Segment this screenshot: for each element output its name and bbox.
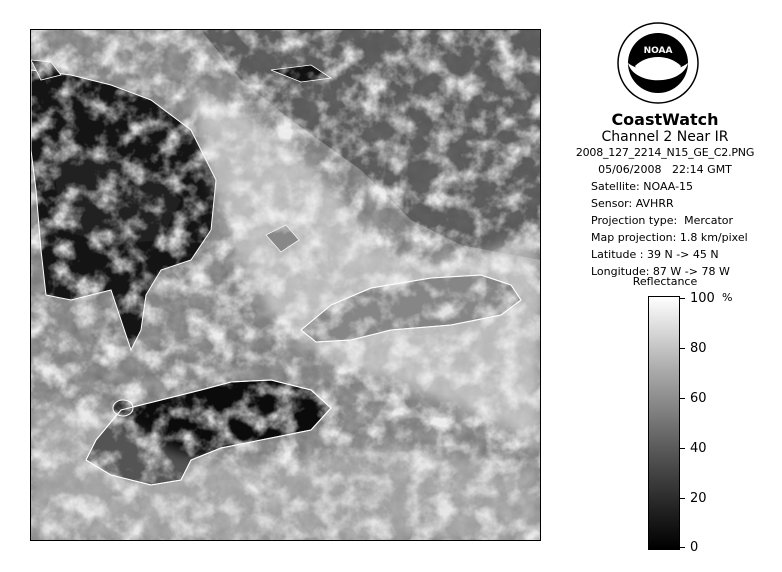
tick-mark <box>680 398 685 399</box>
noaa-logo <box>617 22 699 104</box>
tick-label-60: 60 <box>690 391 707 406</box>
tick-mark <box>680 448 685 449</box>
tick-mark <box>680 348 685 349</box>
tick-mark <box>680 547 685 548</box>
tick-mark <box>680 298 685 299</box>
tick-label-40: 40 <box>690 441 707 456</box>
satellite-label: Satellite: NOAA-15 <box>591 180 694 193</box>
datetime-label: 05/06/2008 22:14 GMT <box>598 163 732 176</box>
map-projection-label: Map projection: 1.8 km/pixel <box>591 231 748 244</box>
channel-label: Channel 2 Near IR <box>601 129 729 145</box>
reflectance-colorbar <box>648 296 680 550</box>
longitude-label: Longitude: 87 W -> 78 W <box>591 265 730 278</box>
tick-label-100: 100 <box>690 291 715 306</box>
projection-type-label: Projection type: Mercator <box>591 214 734 227</box>
tick-label-20: 20 <box>690 491 707 506</box>
legend-title: Reflectance <box>632 275 698 288</box>
latitude-label: Latitude : 39 N -> 45 N <box>591 248 719 261</box>
tick-label-0: 0 <box>690 540 699 555</box>
tick-mark <box>680 498 685 499</box>
tick-label-80: 80 <box>690 341 707 356</box>
app-title: CoastWatch <box>611 110 719 129</box>
filename-label: 2008_127_2214_N15_GE_C2.PNG <box>575 146 755 159</box>
svg-text:NOAA: NOAA <box>643 46 673 56</box>
legend-unit: % <box>722 291 733 304</box>
satellite-image <box>30 29 541 541</box>
sensor-label: Sensor: AVHRR <box>591 197 674 210</box>
